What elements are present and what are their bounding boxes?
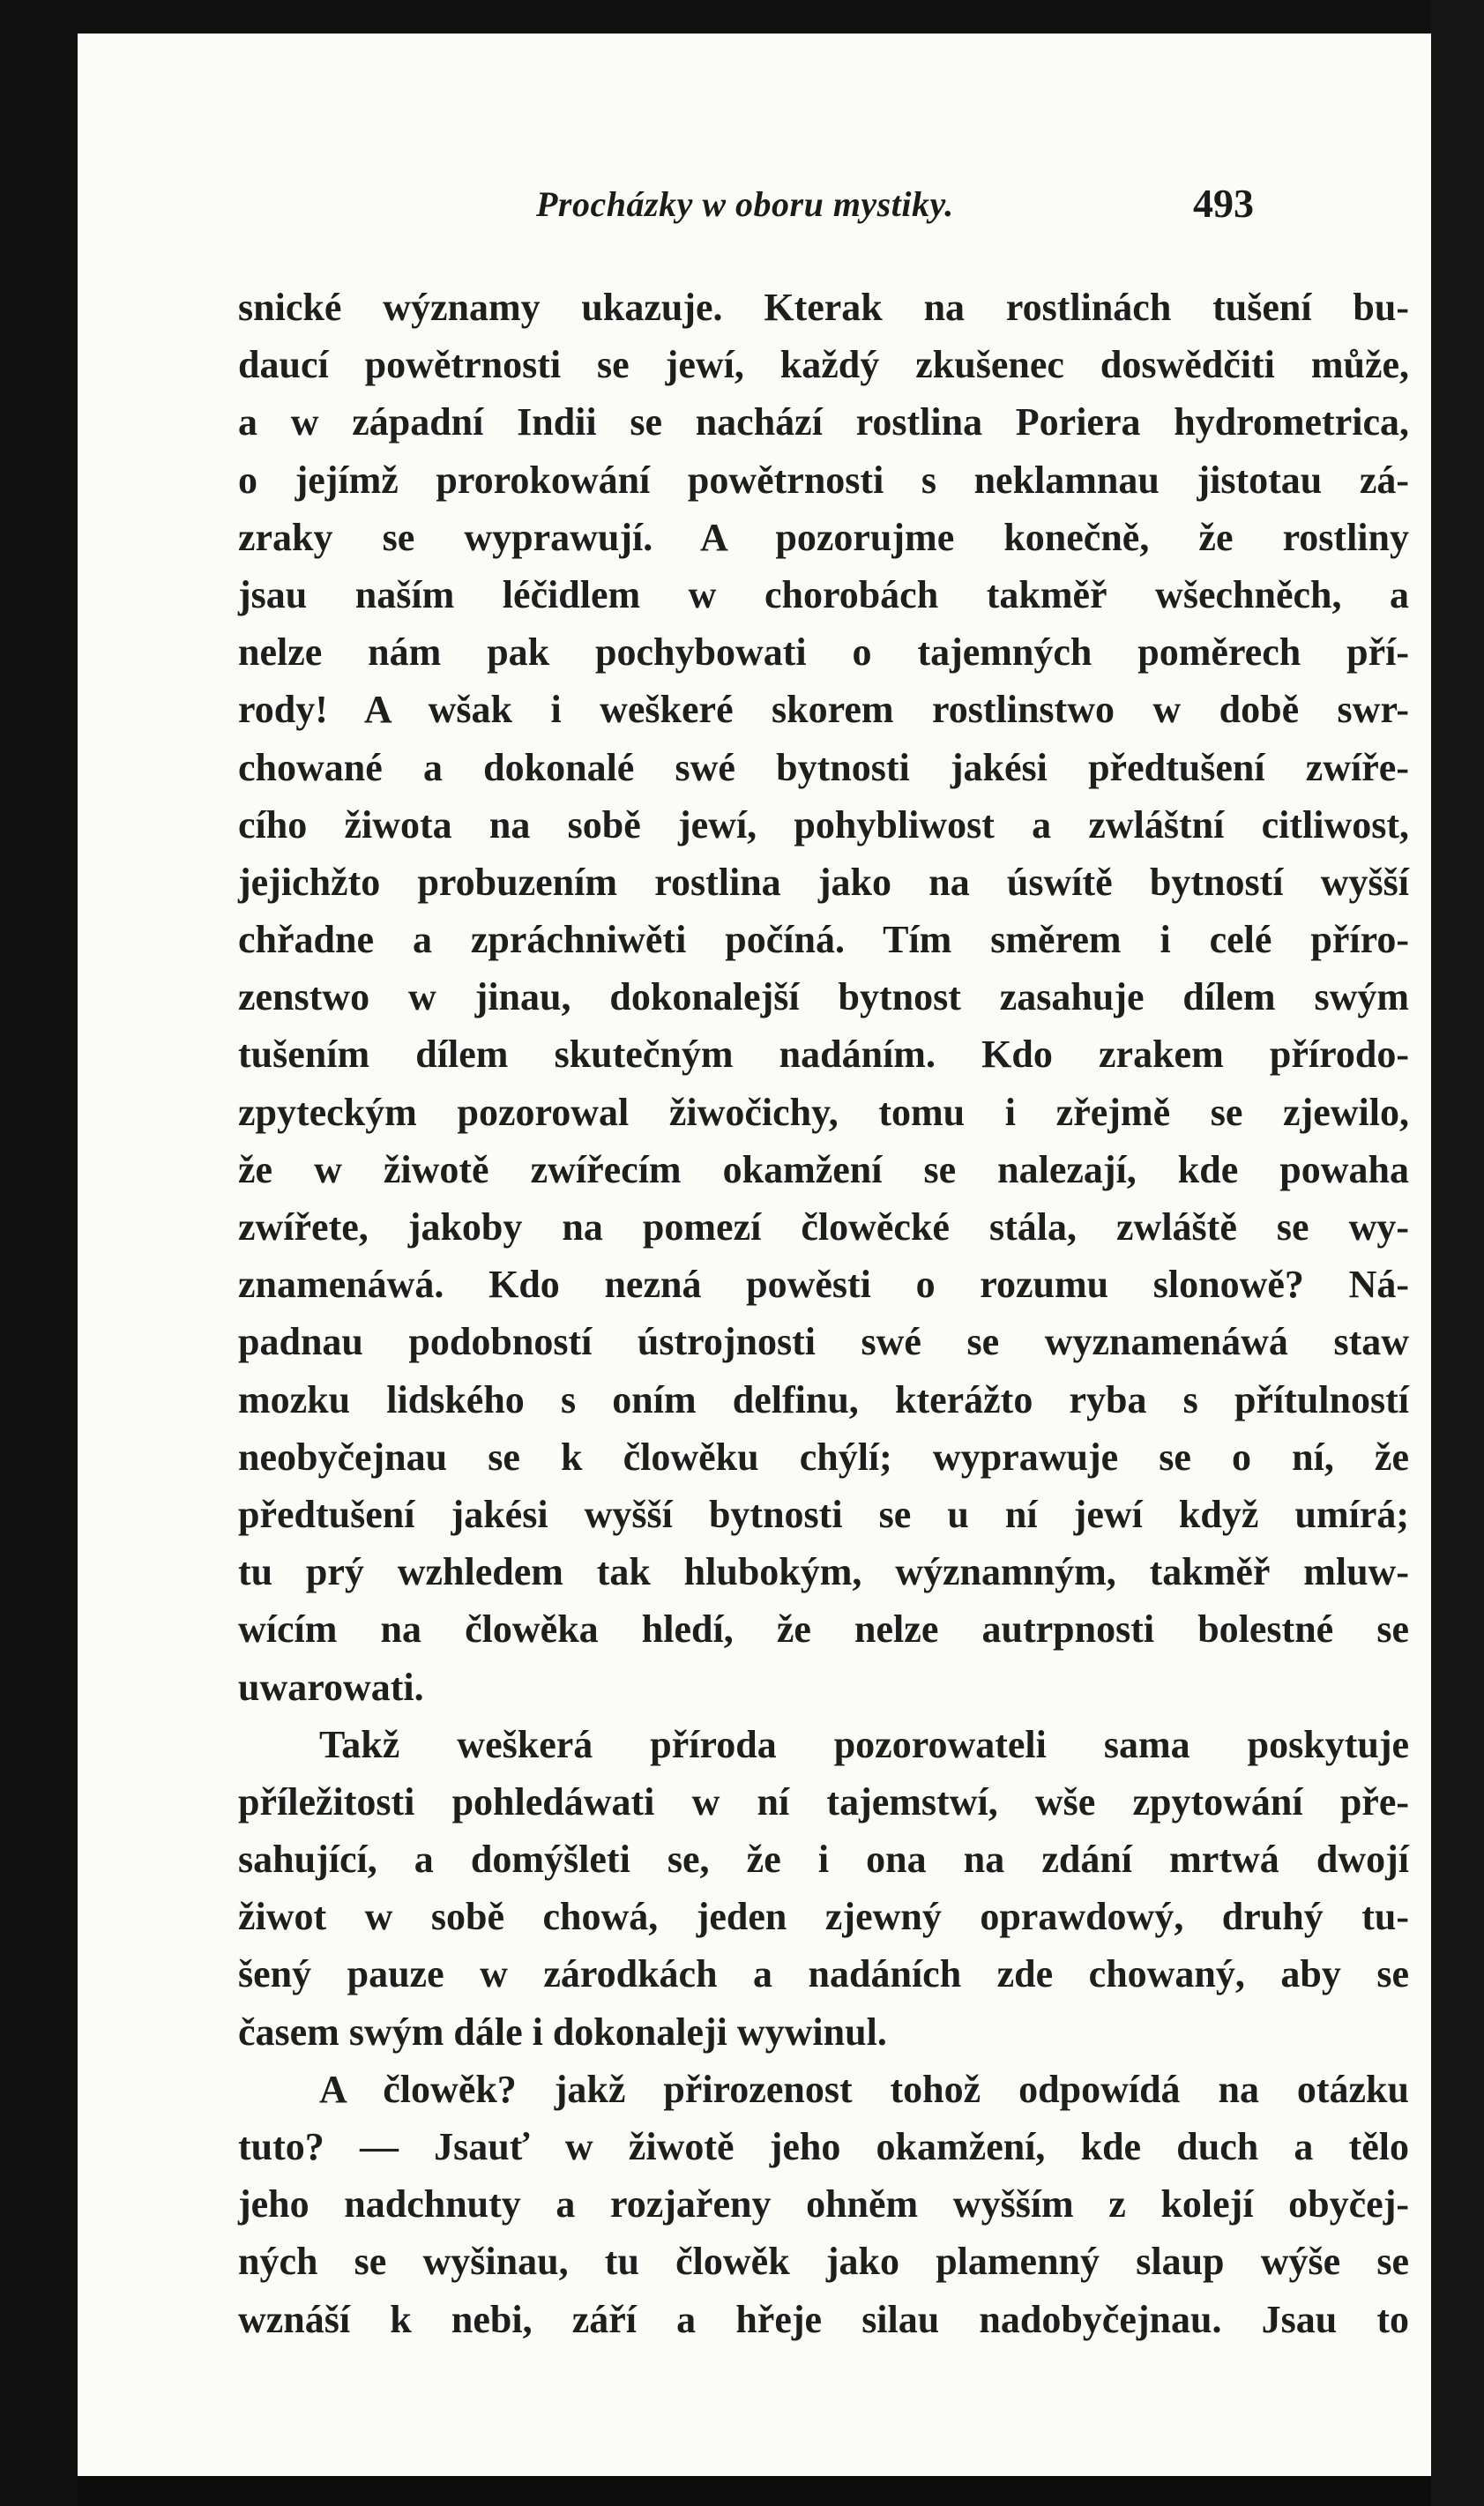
text-line: cího žiwota na sobě jewí, pohybliwost a zwláštní citliwost,: [238, 802, 1409, 847]
text-line: zraky se wyprawují. A pozorujme konečně, že rostliny: [238, 515, 1409, 559]
text-line: příležitosti pohledáwati w ní tajemstwí, wše zpytowání pře-: [238, 1779, 1409, 1824]
text-line: nelze nám pak pochybowati o tajemných poměrech pří-: [238, 630, 1409, 675]
text-line: tušením dílem skutečným nadáním. Kdo zrakem přírodo-: [238, 1033, 1409, 1077]
text-line: tu prý wzhledem tak hlubokým, wýznamným, takměř mluw-: [238, 1550, 1409, 1594]
text-line: zenstwo w jinau, dokonalejší bytnost zasahuje dílem swým: [238, 975, 1409, 1019]
text-line: wznáší k nebi, září a hřeje silau nadobyčejnau. Jsau to: [238, 2297, 1409, 2341]
text-line: snické wýznamy ukazuje. Kterak na rostlinách tušení bu-: [238, 286, 1409, 329]
scan-edge-left: [0, 0, 78, 2506]
text-line: a w západní Indii se nachází rostlina Poriera hydrometrica,: [238, 400, 1409, 444]
text-line: jsau naším léčidlem w chorobách takměř wšechněch, a: [238, 572, 1409, 616]
text-line: daucí powětrnosti se jewí, každý zkušenec doswědčiti může,: [238, 343, 1409, 387]
text-line: jeho nadchnuty a rozjařeny ohněm wyšším z kolejí obyčej-: [238, 2182, 1409, 2226]
text-line: tuto? — Jsauť w žiwotě jeho okamžení, kde duch a tělo: [238, 2125, 1409, 2168]
text-line: ných se wyšinau, tu člowěk jako plamenný slaup wýše se: [238, 2240, 1409, 2284]
text-line: chřadne a zpráchniwěti počíná. Tím směrem i celé příro-: [238, 918, 1409, 962]
scan-edge-right: [1431, 0, 1484, 2506]
text-line: neobyčejnau se k člowěku chýlí; wyprawuje se o ní, že: [238, 1435, 1409, 1479]
book-page: [78, 34, 1431, 2476]
text-line: mozku lidského s oním delfinu, kterážto ryba s přítulností: [238, 1377, 1409, 1421]
text-line: jejichžto probuzením rostlina jako na úswítě bytností wyšší: [238, 860, 1409, 904]
text-line: znamenáwá. Kdo nezná powěsti o rozumu slonowě? Ná-: [238, 1263, 1409, 1307]
text-line: zpyteckým pozorowal žiwočichy, tomu i zřejmě se zjewilo,: [238, 1090, 1409, 1134]
text-line: chowané a dokonalé swé bytnosti jakési předtušení zwíře-: [238, 745, 1409, 789]
paragraph-end-line: uwarowati.: [238, 1665, 424, 1709]
text-line: předtušení jakési wyšší bytnosti se u ní jewí když umírá;: [238, 1492, 1409, 1536]
paragraph-start-line: A člowěk? jakž přirozenost tohož odpowídá na otázku: [319, 2067, 1409, 2111]
text-line: že w žiwotě zwířecím okamžení se nalezají, kde powaha: [238, 1147, 1409, 1191]
paragraph-start-line: Takž weškerá příroda pozorowateli sama poskytuje: [319, 1722, 1409, 1766]
text-line: o jejímž prorokowání powětrnosti s neklamnau jistotau zá-: [238, 458, 1409, 502]
text-line: wícím na člowěka hledí, že nelze autrpnosti bolestné se: [238, 1607, 1409, 1652]
text-line: žiwot w sobě chowá, jeden zjewný oprawdowý, druhý tu-: [238, 1895, 1409, 1939]
page-header: [78, 183, 1431, 245]
page-number: 493: [1193, 181, 1254, 226]
paragraph-end-line: časem swým dále i dokonaleji wywinul.: [238, 2010, 887, 2054]
running-title: Procházky w oboru mystiky.: [536, 184, 954, 224]
text-line: rody! A wšak i weškeré skorem rostlinstwo w době swr-: [238, 688, 1409, 732]
text-line: padnau podobností ústrojnosti swé se wyznamenáwá staw: [238, 1320, 1409, 1364]
text-line: šený pauze w zárodkách a nadáních zde chowaný, aby se: [238, 1952, 1409, 1996]
text-line: sahující, a domýšleti se, že i ona na zdání mrtwá dwojí: [238, 1838, 1409, 1882]
scan-edge-top: [0, 0, 1484, 34]
body-text: [238, 279, 1409, 2348]
text-line: zwířete, jakoby na pomezí člowěcké stála, zwláště se wy-: [238, 1205, 1409, 1249]
